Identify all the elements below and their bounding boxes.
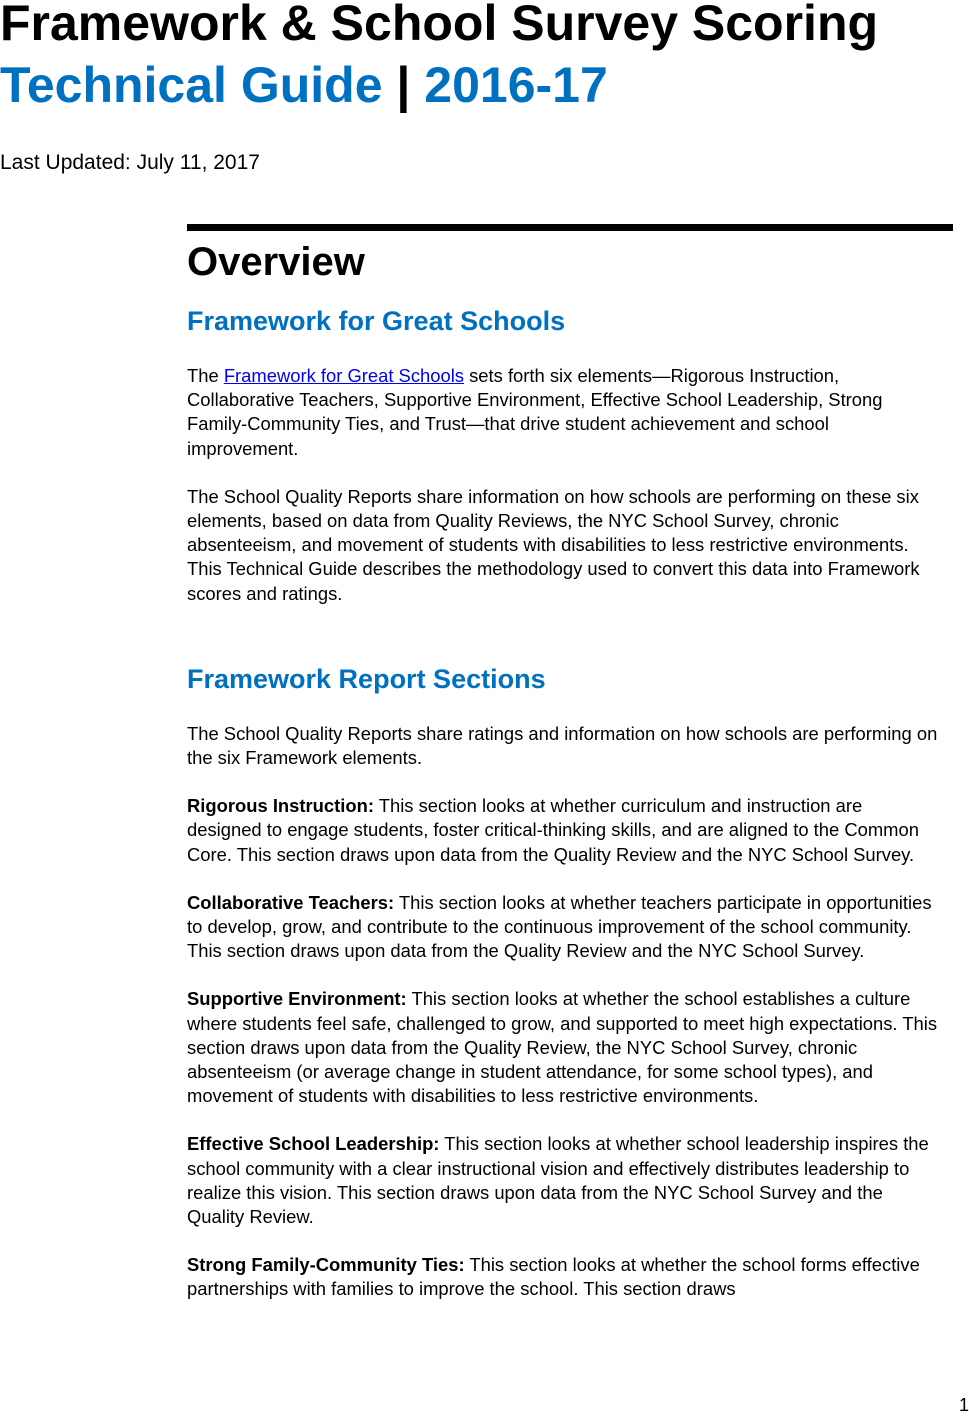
report-sections-heading: Framework Report Sections bbox=[187, 663, 546, 694]
overview-paragraph-1 bbox=[187, 364, 939, 461]
framework-link[interactable]: Framework for Great Schools bbox=[223, 365, 464, 386]
section-item-text: This section looks at whether curriculum and instruction are designed to engage students, foster critical-thinking skills, and are aligned to the Common Core. This section draws upon data from the Quality Review and the NYC School Survey. bbox=[187, 795, 919, 865]
para1-suffix: sets forth six elements—Rigorous Instruction, Collaborative Teachers, Supportive Environment, Effective School Leadership, Strong Family-Community Ties, and Trust—that drive student achievement and school improvement. bbox=[187, 365, 883, 459]
subtitle-separator: | bbox=[382, 57, 425, 113]
section-item-label: Rigorous Instruction: bbox=[187, 795, 374, 817]
section-item-label: Supportive Environment: bbox=[187, 988, 407, 1010]
overview-heading: Overview bbox=[187, 240, 365, 284]
section-item-text: This section looks at whether the school establishes a culture where students feel safe, challenged to grow, and supported to meet high expectations. This section draws upon data from the Quality Review, the NYC School Survey, chronic absenteeism (or average change in student attendance, for some school types), and movement of students with disabilities to less restrictive environments. bbox=[187, 988, 938, 1107]
section-item-rigorous-instruction bbox=[187, 794, 939, 867]
section-item-supportive-environment bbox=[187, 987, 939, 1108]
section-item-text: This section looks at whether the school forms effective partnerships with families to improve the school. This section draws bbox=[187, 1254, 920, 1300]
subtitle-year: 2016-17 bbox=[424, 57, 608, 113]
section-item-text: This section looks at whether teachers participate in opportunities to develop, grow, and contribute to the continuous improvement of the school community. This section draws upon data from the Quality Review and the NYC School Survey. bbox=[187, 891, 932, 962]
report-sections-intro: The School Quality Reports share ratings and information on how schools are performing on the six Framework elements. bbox=[187, 722, 938, 769]
page-number: 1 bbox=[958, 1395, 969, 1415]
section-item-effective-leadership bbox=[187, 1132, 939, 1229]
section-item-label: Strong Family-Community Ties: bbox=[187, 1254, 465, 1276]
document-title: Framework & School Survey Scoring bbox=[0, 0, 879, 51]
section-item-family-community-ties bbox=[187, 1253, 939, 1301]
overview-paragraph-2: The School Quality Reports share information on how schools are performing on these six elements, based on data from Quality Reviews, the NYC School Survey, chronic absenteeism, and movement of students with disabilities to less restrictive environments. This Technical Guide describes the methodology used to convert this data into Framework scores and ratings. bbox=[187, 485, 920, 604]
main-content bbox=[187, 236, 939, 1326]
document-subtitle bbox=[0, 56, 608, 114]
last-updated-date: Last Updated: July 11, 2017 bbox=[0, 151, 260, 174]
section-item-label: Collaborative Teachers: bbox=[187, 891, 395, 913]
subtitle-guide-label: Technical Guide bbox=[0, 57, 383, 113]
section-item-text: This section looks at whether school leadership inspires the school community with a clear instructional vision and effectively distributes leadership to realize this vision. This section draws upon data from the NYC School Survey and the Quality Review. bbox=[187, 1133, 929, 1228]
section-item-collaborative-teachers bbox=[187, 891, 939, 964]
section-divider bbox=[187, 224, 953, 231]
para1-prefix: The bbox=[187, 365, 224, 386]
section-item-label: Effective School Leadership: bbox=[187, 1133, 440, 1155]
framework-great-schools-heading: Framework for Great Schools bbox=[187, 306, 566, 336]
